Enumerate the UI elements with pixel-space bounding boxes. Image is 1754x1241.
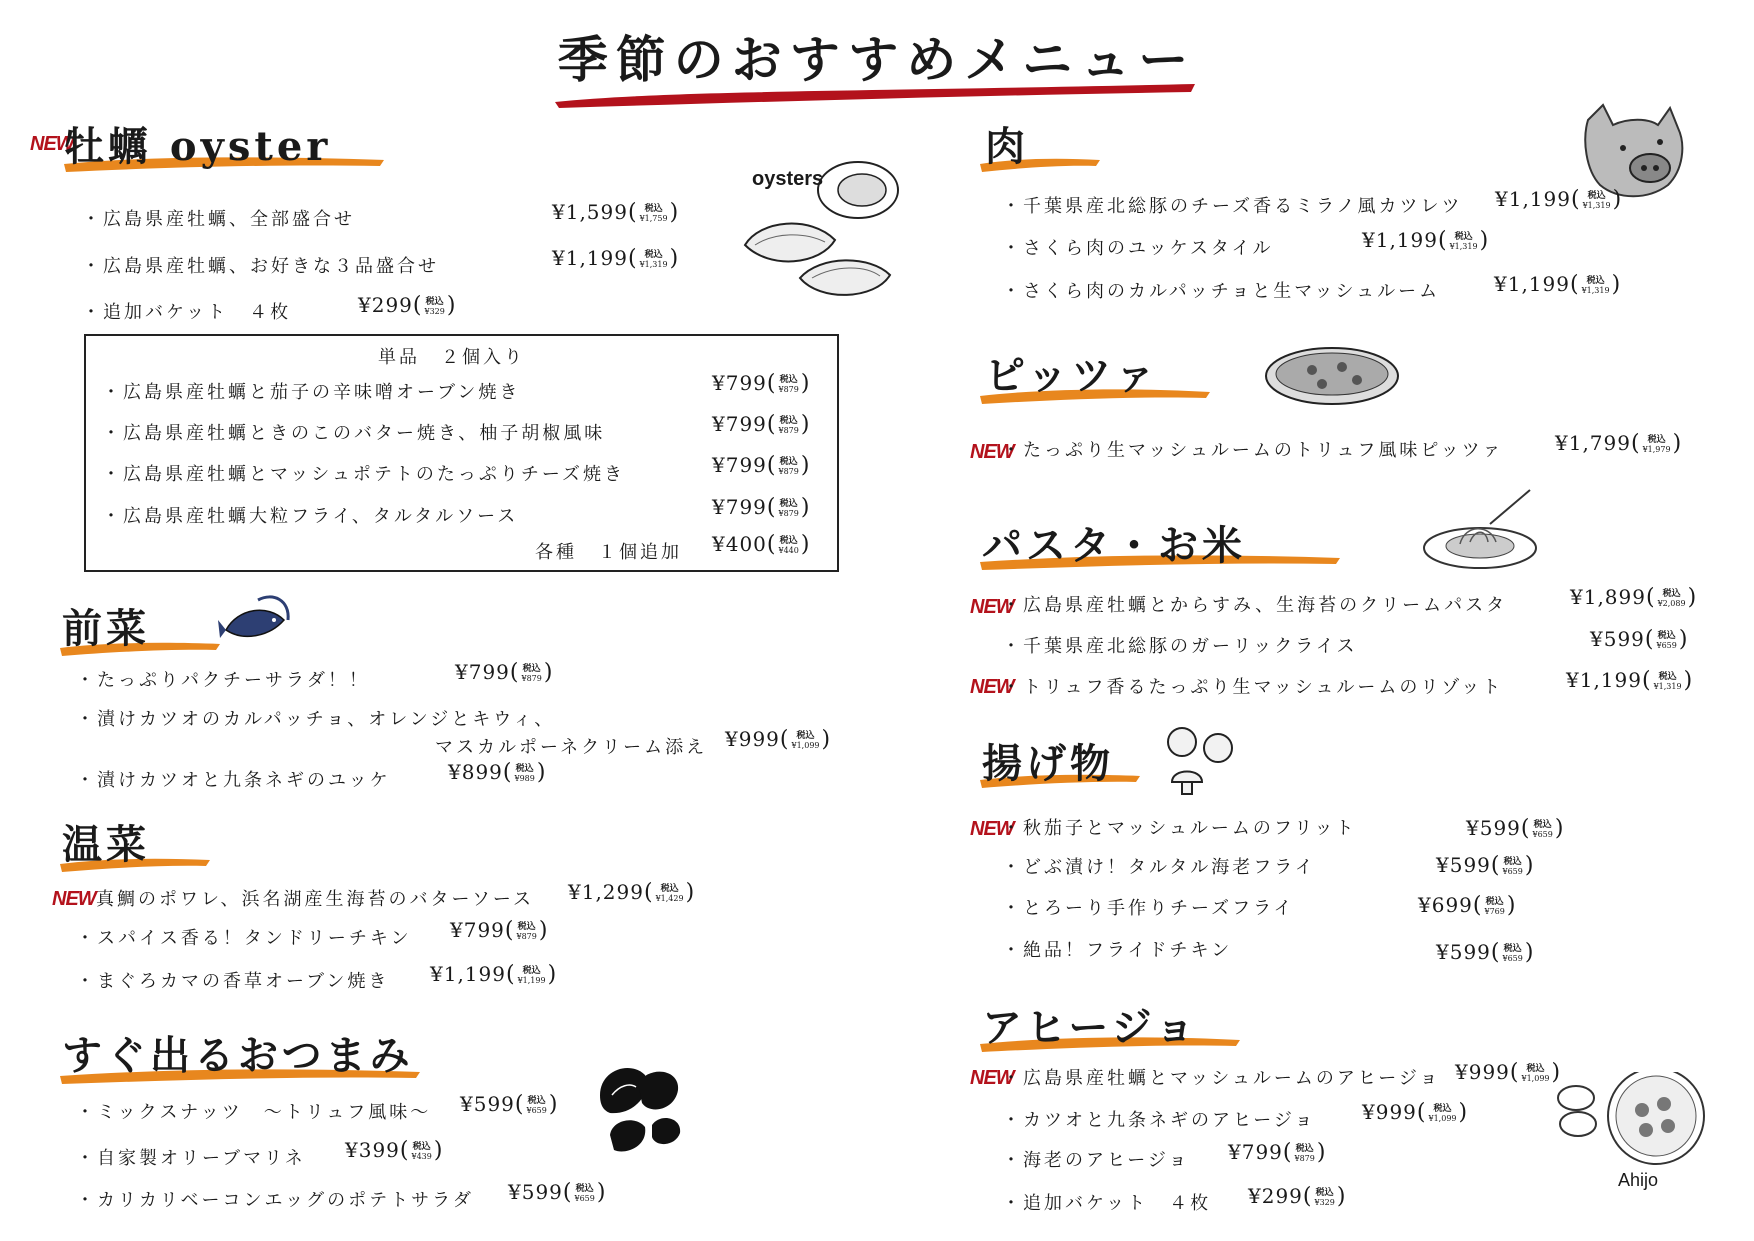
tax-price: ¥659 — [1502, 866, 1523, 876]
tax-price: ¥659 — [574, 1193, 595, 1203]
tax-included-note — [515, 765, 535, 783]
menu-item-name: ・秋茄子とマッシュルームのフリット — [1002, 818, 1357, 839]
ahijo-illustration-label: Ahijo — [1618, 1170, 1659, 1190]
tax-label: 税込 — [1662, 588, 1681, 599]
tax-label: 税込 — [1526, 1063, 1545, 1074]
menu-item-name: ・広島県産牡蠣、お好きな３品盛合せ — [82, 256, 439, 277]
tax-label: 税込 — [1433, 1103, 1452, 1114]
tax-included-note — [1522, 1065, 1550, 1083]
page-title: 季節のおすすめメニュー — [557, 30, 1197, 89]
tax-price: ¥659 — [1502, 953, 1523, 963]
tax-label: 税込 — [527, 1095, 546, 1106]
tax-price: ¥440 — [778, 545, 799, 555]
menu-item-name: ・広島県産牡蠣とマッシュルームのアヒージョ — [1002, 1068, 1441, 1089]
menu-item-name: ・千葉県産北総豚のチーズ香るミラノ風カツレツ — [1002, 196, 1463, 217]
tax-label: 税込 — [660, 883, 679, 894]
new-badge: NEW — [970, 818, 1014, 840]
menu-item-price: ¥799( 税込 ¥879) — [450, 918, 549, 943]
menu-item-price: ¥1,299( 税込 ¥1,429) — [568, 880, 696, 905]
menu-item-price: ¥1,899( 税込 ¥2,089) — [1570, 585, 1698, 610]
new-badge: NEW — [970, 441, 1014, 463]
price-value: ¥799 — [712, 453, 767, 477]
price-value: ¥1,799 — [1555, 431, 1631, 455]
price-value: ¥799 — [712, 495, 767, 519]
menu-item-name: ・カツオと九条ネギのアヒージョ — [1002, 1110, 1316, 1131]
tax-price: ¥329 — [424, 306, 445, 316]
tax-included-note — [1582, 277, 1610, 295]
tax-label: 税込 — [575, 1183, 594, 1194]
section-heading-zensai: 前菜 — [62, 605, 150, 652]
price-value: ¥1,199 — [552, 246, 628, 270]
tax-included-note — [1503, 945, 1523, 963]
price-value: ¥799 — [450, 918, 505, 942]
menu-item-name: ・どぶ漬け！タルタル海老フライ — [1002, 857, 1316, 878]
section-heading-otsumami: すぐ出るおつまみ — [62, 1032, 414, 1079]
new-badge: NEW — [30, 133, 74, 155]
tax-price: ¥1,099 — [1428, 1113, 1457, 1123]
section-heading-pasta: パスタ・お米 — [982, 522, 1246, 569]
almonds-icon — [590, 1055, 690, 1160]
menu-item-price: ¥599( 税込 ¥659) — [1466, 816, 1565, 841]
menu-item-name: ・漬けカツオのカルパッチョ、オレンジとキウィ、 — [76, 709, 556, 730]
menu-item-name: ・スパイス香る！タンドリーチキン — [76, 928, 412, 949]
menu-item-price: ¥1,199( 税込 ¥1,319) — [552, 246, 680, 271]
menu-item-name: ・とろーり手作りチーズフライ — [1002, 898, 1295, 919]
tax-label: 税込 — [1503, 856, 1522, 867]
tax-included-note — [1315, 1189, 1335, 1207]
tax-price: ¥1,319 — [1581, 285, 1610, 295]
tax-price: ¥1,429 — [655, 893, 684, 903]
price-value: ¥299 — [1248, 1184, 1303, 1208]
tax-included-note — [425, 298, 445, 316]
tax-price: ¥879 — [778, 466, 799, 476]
price-value: ¥1,199 — [1362, 228, 1438, 252]
tax-price: ¥879 — [521, 673, 542, 683]
menu-item-name: ・広島県産牡蠣大粒フライ、タルタルソース — [102, 506, 519, 527]
menu-item-price: ¥799( 税込 ¥879) — [712, 495, 811, 520]
menu-item-price: ¥999( 税込 ¥1,099) — [725, 727, 832, 752]
tax-label: 税込 — [779, 415, 798, 426]
menu-item-price: ¥599( 税込 ¥659) — [460, 1092, 559, 1117]
menu-item-price: ¥699( 税込 ¥769) — [1418, 893, 1517, 918]
section-heading-ajillo: アヒージョ — [982, 1004, 1199, 1051]
menu-item-price: ¥799( 税込 ¥879) — [712, 371, 811, 396]
price-value: ¥1,199 — [430, 962, 506, 986]
price-value: ¥299 — [358, 293, 413, 317]
tax-label: 税込 — [517, 921, 536, 932]
tax-label: 税込 — [1454, 231, 1473, 242]
menu-item-name: 各種 １個追加 — [535, 542, 682, 563]
tax-included-note — [1657, 632, 1677, 650]
tax-included-note — [412, 1143, 432, 1161]
tax-included-note — [656, 885, 684, 903]
tax-included-note — [1533, 821, 1553, 839]
tax-included-note — [779, 417, 799, 435]
pizza-icon — [1262, 342, 1402, 410]
tax-label: 税込 — [1315, 1187, 1334, 1198]
menu-item-price: ¥299( 税込 ¥329) — [358, 293, 457, 318]
tax-price: ¥879 — [778, 508, 799, 518]
tax-label: 税込 — [1657, 630, 1676, 641]
tax-label: 税込 — [1485, 896, 1504, 907]
menu-item-name: ・たっぷり生マッシュルームのトリュフ風味ピッツァ — [1002, 440, 1504, 461]
section-heading-pizza: ピッツァ — [985, 352, 1159, 399]
new-badge: NEW — [970, 676, 1014, 698]
tax-included-note — [517, 923, 537, 941]
new-badge: NEW — [52, 888, 96, 910]
tax-price: ¥769 — [1484, 906, 1505, 916]
tax-included-note — [1643, 436, 1671, 454]
menu-item-price: ¥799( 税込 ¥879) — [712, 453, 811, 478]
menu-item-price: ¥1,199( 税込 ¥1,199) — [430, 962, 558, 987]
new-badge: NEW — [970, 596, 1014, 618]
tax-label: 税込 — [644, 203, 663, 214]
menu-item-name: ・さくら肉のユッケスタイル — [1002, 238, 1274, 259]
tax-price: ¥659 — [1532, 829, 1553, 839]
menu-item-price: ¥1,199( 税込 ¥1,319) — [1495, 187, 1623, 212]
tax-label: 税込 — [779, 498, 798, 509]
menu-item-price: ¥599( 税込 ¥659) — [508, 1180, 607, 1205]
price-value: ¥999 — [1362, 1100, 1417, 1124]
tax-price: ¥329 — [1314, 1197, 1335, 1207]
price-value: ¥799 — [712, 412, 767, 436]
menu-item-price: ¥1,199( 税込 ¥1,319) — [1494, 272, 1622, 297]
menu-item-price: ¥899( 税込 ¥989) — [448, 760, 547, 785]
menu-item-name: ・広島県産牡蠣とマッシュポテトのたっぷりチーズ焼き — [102, 464, 626, 485]
section-heading-niku: 肉 — [985, 123, 1029, 170]
menu-item-name: ・トリュフ香るたっぷり生マッシュルームのリゾット — [1002, 677, 1504, 698]
tax-included-note — [1450, 233, 1478, 251]
tax-included-note — [640, 205, 668, 223]
menu-item-name: ・漬けカツオと九条ネギのユッケ — [76, 770, 391, 791]
new-badge: NEW — [970, 1067, 1014, 1089]
menu-item-name: ・たっぷりパクチーサラダ！！ — [76, 670, 370, 691]
tax-label: 税込 — [1503, 943, 1522, 954]
menu-item-price: ¥599( 税込 ¥659) — [1590, 627, 1689, 652]
price-value: ¥1,299 — [568, 880, 644, 904]
menu-item-name: ・追加バケット ４枚 — [82, 302, 292, 323]
menu-item-name: ・広島県産牡蠣とからすみ、生海苔のクリームパスタ — [1002, 595, 1508, 616]
price-value: ¥1,199 — [1566, 668, 1642, 692]
section-heading-oyster: 牡蠣 oyster — [64, 123, 332, 170]
tax-included-note — [1658, 590, 1686, 608]
tax-label: 税込 — [1647, 434, 1666, 445]
tax-included-note — [792, 732, 820, 750]
tax-price: ¥879 — [778, 384, 799, 394]
price-value: ¥599 — [460, 1092, 515, 1116]
menu-item-name: ・千葉県産北総豚のガーリックライス — [1002, 636, 1358, 657]
menu-item-price: ¥1,799( 税込 ¥1,979) — [1555, 431, 1683, 456]
tax-label: 税込 — [1658, 671, 1677, 682]
tax-price: ¥659 — [526, 1105, 547, 1115]
tax-included-note — [1654, 673, 1682, 691]
menu-item-name: ・広島県産牡蠣と茄子の辛味噌オーブン焼き — [102, 382, 521, 403]
price-value: ¥599 — [1436, 940, 1491, 964]
tax-label: 税込 — [779, 535, 798, 546]
menu-item-name: ・広島県産牡蠣、全部盛合せ — [82, 209, 355, 230]
tax-price: ¥1,099 — [791, 740, 820, 750]
price-value: ¥1,199 — [1495, 187, 1571, 211]
price-value: ¥999 — [1455, 1060, 1510, 1084]
price-value: ¥1,899 — [1570, 585, 1646, 609]
tax-price: ¥659 — [1656, 640, 1677, 650]
tax-included-note — [1295, 1145, 1315, 1163]
tax-price: ¥1,979 — [1642, 444, 1671, 454]
tax-price: ¥879 — [778, 425, 799, 435]
menu-item-name: ・自家製オリーブマリネ — [76, 1148, 306, 1169]
tax-included-note — [779, 376, 799, 394]
section-heading-onsai: 温菜 — [62, 821, 150, 868]
fish-icon — [218, 590, 296, 652]
tax-included-note — [640, 251, 668, 269]
tax-included-note — [1503, 858, 1523, 876]
tax-price: ¥1,759 — [639, 213, 668, 223]
menu-item-price: ¥799( 税込 ¥879) — [1228, 1140, 1327, 1165]
tax-label: 税込 — [644, 249, 663, 260]
price-value: ¥799 — [712, 371, 767, 395]
menu-item-price: ¥599( 税込 ¥659) — [1436, 940, 1535, 965]
tax-label: 税込 — [1586, 275, 1605, 286]
tax-included-note — [779, 537, 799, 555]
menu-item-price: ¥1,199( 税込 ¥1,319) — [1566, 668, 1694, 693]
tax-price: ¥1,199 — [517, 975, 546, 985]
tax-included-note — [1583, 192, 1611, 210]
price-value: ¥799 — [1228, 1140, 1283, 1164]
tax-included-note — [522, 665, 542, 683]
price-value: ¥1,599 — [552, 200, 628, 224]
tax-label: 税込 — [515, 763, 534, 774]
menu-item-name: ・さくら肉のカルパッチョと生マッシュルーム — [1002, 281, 1441, 302]
set-heading: 単品 ２個入り — [378, 347, 525, 368]
price-value: ¥400 — [712, 532, 767, 556]
menu-item-name: ・カリカリベーコンエッグのポテトサラダ — [76, 1190, 474, 1211]
tax-label: 税込 — [425, 296, 444, 307]
menu-item-price: ¥999( 税込 ¥1,099) — [1455, 1060, 1562, 1085]
menu-item-name-continued: マスカルポーネクリーム添え — [435, 737, 708, 758]
tax-label: 税込 — [1533, 819, 1552, 830]
price-value: ¥799 — [455, 660, 510, 684]
menu-item-name: ・ミックスナッツ ～トリュフ風味～ — [76, 1102, 432, 1123]
menu-item-name: ・海老のアヒージョ — [1002, 1150, 1190, 1171]
tax-included-note — [779, 500, 799, 518]
tax-price: ¥1,319 — [639, 259, 668, 269]
menu-item-price: ¥999( 税込 ¥1,099) — [1362, 1100, 1469, 1125]
title-underline-stroke — [555, 80, 1195, 110]
menu-item-price: ¥400( 税込 ¥440) — [712, 532, 811, 557]
price-value: ¥599 — [1466, 816, 1521, 840]
tax-included-note — [1429, 1105, 1457, 1123]
menu-item-name: ・追加バケット ４枚 — [1002, 1193, 1212, 1214]
menu-item-price: ¥1,199( 税込 ¥1,319) — [1362, 228, 1490, 253]
tax-price: ¥1,099 — [1521, 1073, 1550, 1083]
menu-item-price: ¥299( 税込 ¥329) — [1248, 1184, 1347, 1209]
ajillo-pan-icon — [1556, 1072, 1712, 1168]
tax-included-note — [1485, 898, 1505, 916]
tax-price: ¥879 — [516, 931, 537, 941]
tax-included-note — [575, 1185, 595, 1203]
tax-price: ¥2,089 — [1657, 598, 1686, 608]
menu-item-price: ¥399( 税込 ¥439) — [345, 1138, 444, 1163]
oysters-illustration-label: oysters — [752, 168, 824, 190]
menu-item-name: 真鯛のポワレ、浜名湖産生海苔のバターソース — [96, 889, 534, 910]
price-value: ¥899 — [448, 760, 503, 784]
tax-price: ¥1,319 — [1582, 200, 1611, 210]
price-value: ¥599 — [508, 1180, 563, 1204]
menu-item-price: ¥1,599( 税込 ¥1,759) — [552, 200, 680, 225]
mushroom-icon — [1158, 724, 1238, 802]
tax-label: 税込 — [412, 1141, 431, 1152]
tax-label: 税込 — [522, 965, 541, 976]
section-heading-agemono: 揚げ物 — [982, 740, 1114, 787]
tax-price: ¥439 — [411, 1151, 432, 1161]
price-value: ¥599 — [1436, 853, 1491, 877]
price-value: ¥399 — [345, 1138, 400, 1162]
tax-price: ¥879 — [1294, 1153, 1315, 1163]
menu-item-price: ¥799( 税込 ¥879) — [455, 660, 554, 685]
tax-included-note — [779, 458, 799, 476]
menu-item-name: ・広島県産牡蠣ときのこのバター焼き、柚子胡椒風味 — [102, 423, 606, 444]
price-value: ¥999 — [725, 727, 780, 751]
tax-included-note — [518, 967, 546, 985]
menu-item-name: ・絶品！フライドチキン — [1002, 940, 1233, 961]
menu-item-price: ¥799( 税込 ¥879) — [712, 412, 811, 437]
menu-item-name: ・まぐろカマの香草オーブン焼き — [76, 971, 390, 992]
tax-price: ¥989 — [514, 773, 535, 783]
tax-included-note — [527, 1097, 547, 1115]
menu-item-price: ¥599( 税込 ¥659) — [1436, 853, 1535, 878]
tax-label: 税込 — [522, 663, 541, 674]
tax-label: 税込 — [796, 730, 815, 741]
price-value: ¥1,199 — [1494, 272, 1570, 296]
tax-price: ¥1,319 — [1449, 241, 1478, 251]
tax-label: 税込 — [1587, 190, 1606, 201]
price-value: ¥699 — [1418, 893, 1473, 917]
tax-label: 税込 — [779, 374, 798, 385]
pasta-icon — [1420, 484, 1550, 574]
price-value: ¥599 — [1590, 627, 1645, 651]
tax-label: 税込 — [779, 456, 798, 467]
tax-label: 税込 — [1295, 1143, 1314, 1154]
tax-price: ¥1,319 — [1653, 681, 1682, 691]
